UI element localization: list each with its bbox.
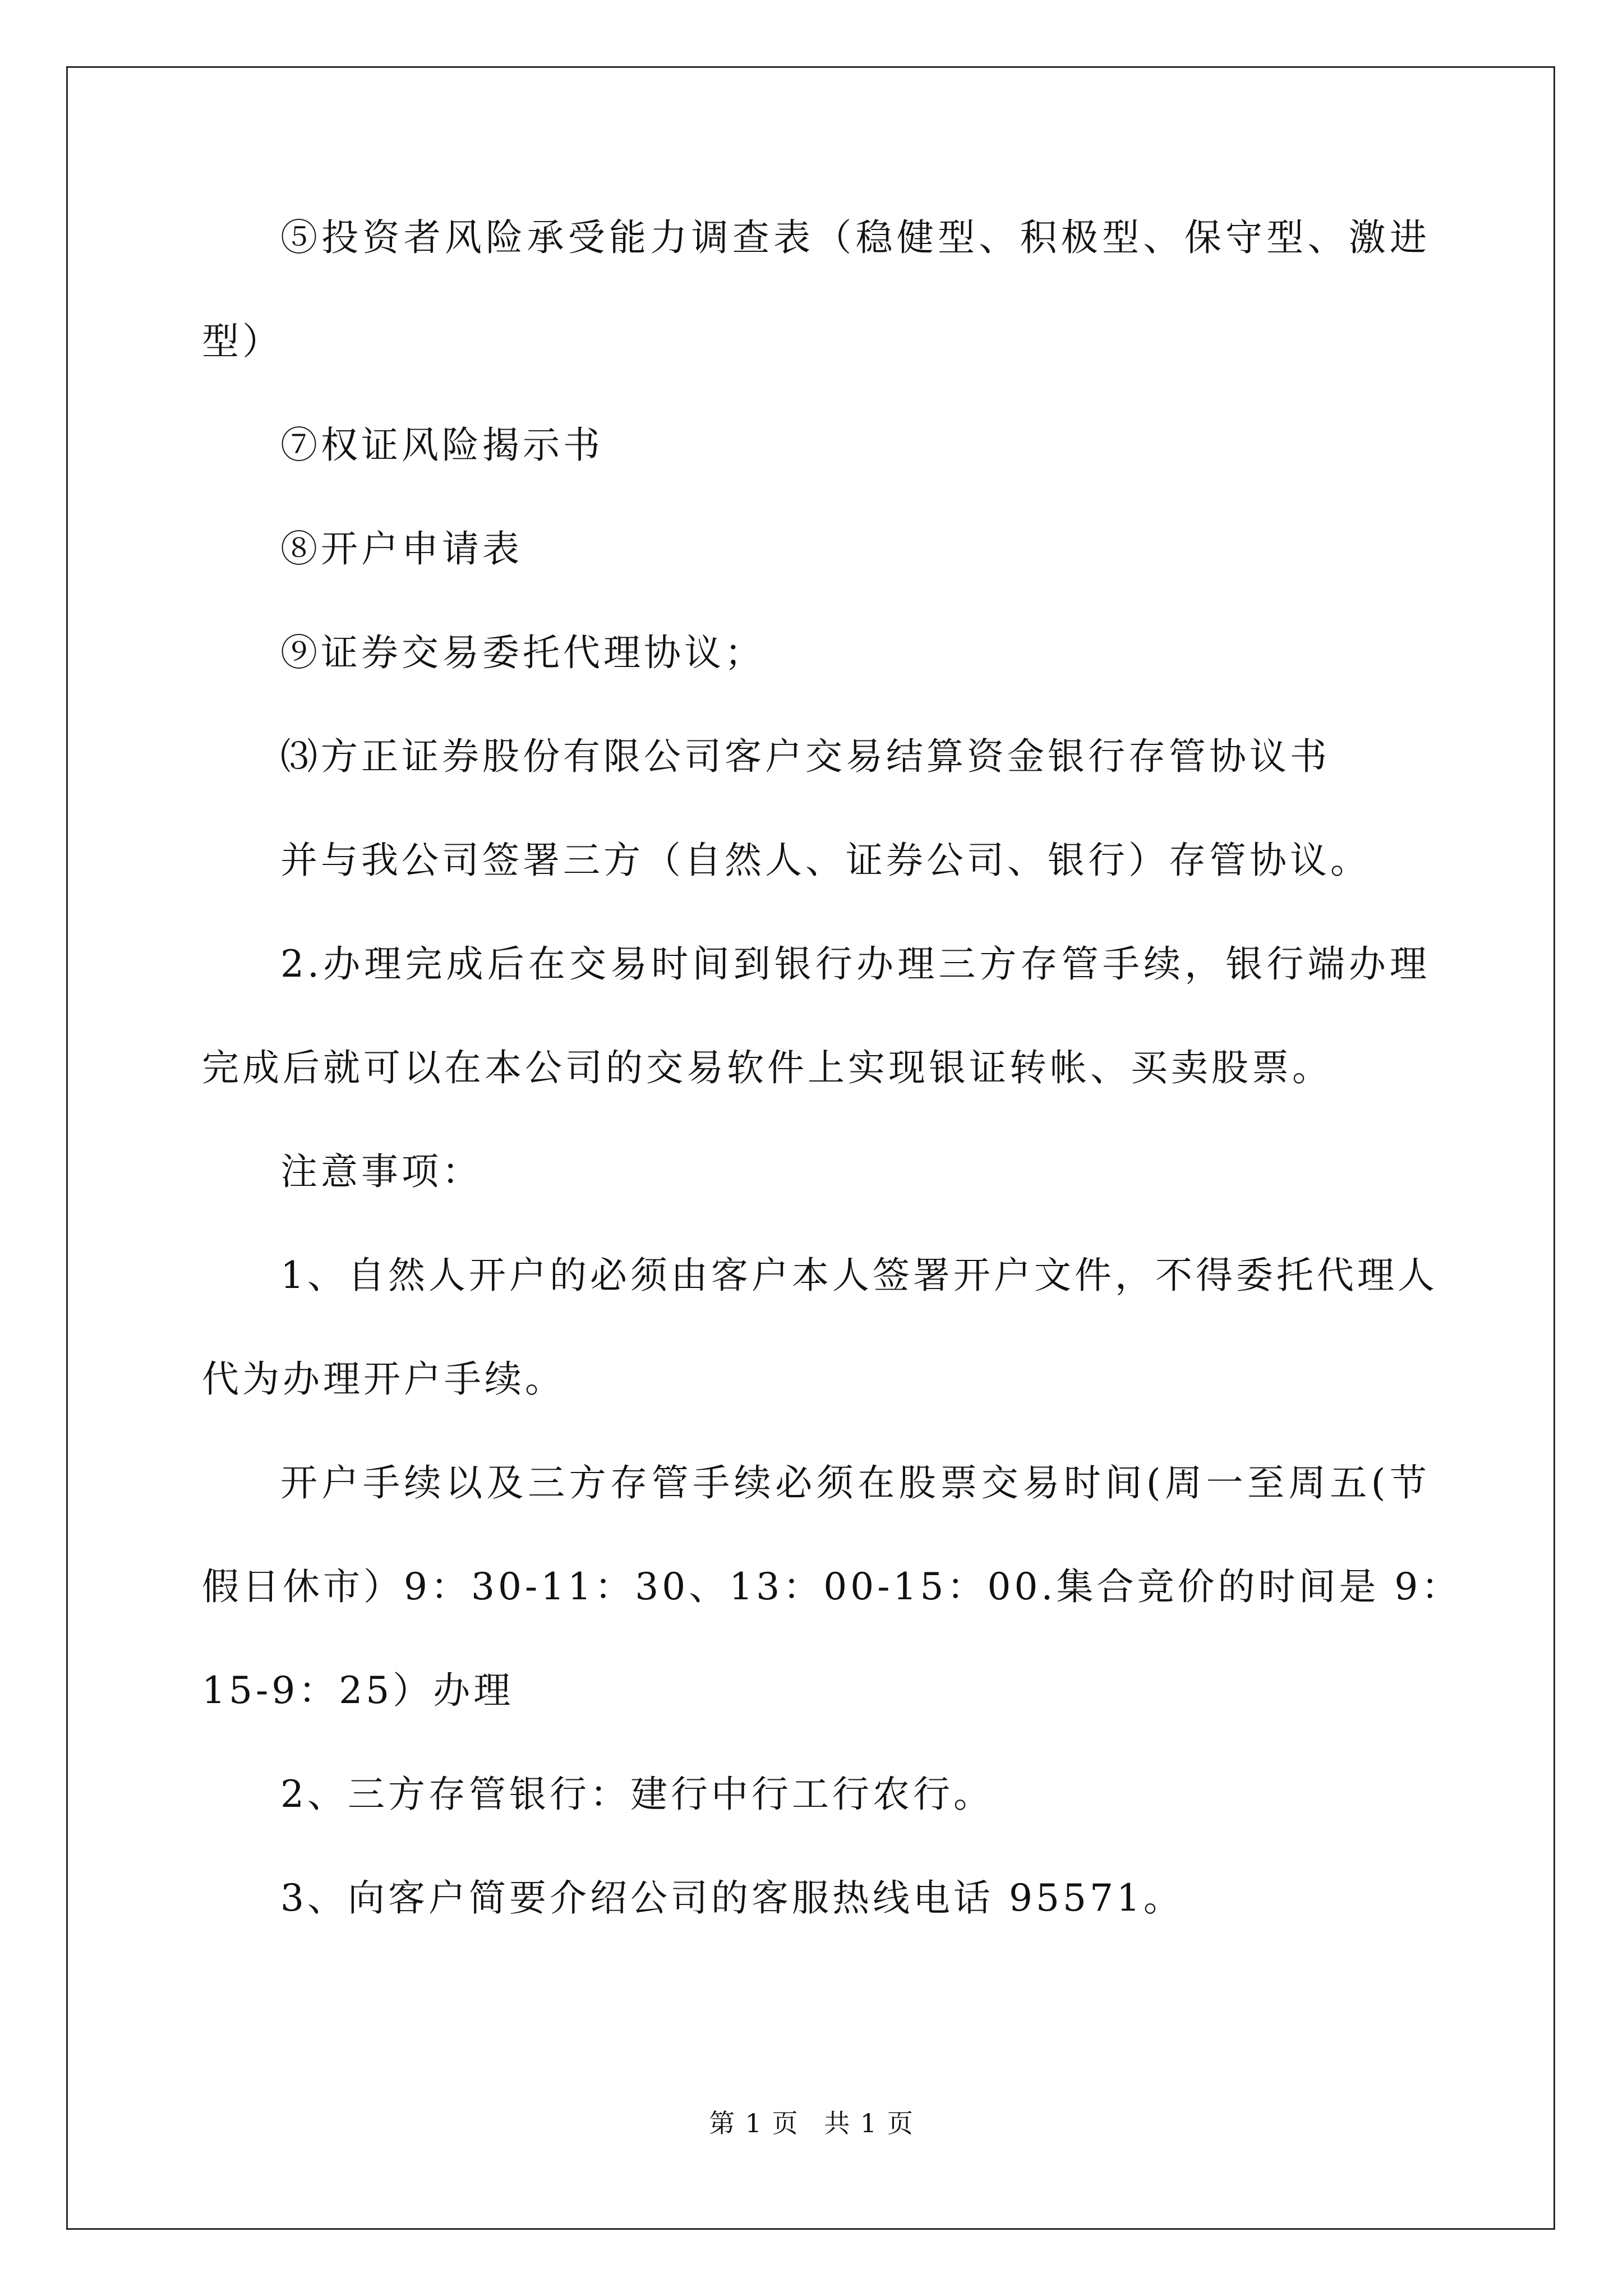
paragraph-line: 15-9：25）办理 xyxy=(202,1669,514,1712)
paragraph-line: 假日休市）9：30-11：30、13：00-15：00.集合竞价的时间是 9： xyxy=(202,1565,1462,1608)
paragraph-line: 并与我公司签署三方（自然人、证券公司、银行）存管协议。 xyxy=(280,839,1371,882)
paragraph-line: 开户手续以及三方存管手续必须在股票交易时间(周一至周五(节 xyxy=(280,1461,1430,1504)
paragraph-line: 2.办理完成后在交易时间到银行办理三方存管手续，银行端办理 xyxy=(280,942,1430,986)
paragraph-line: ⑶方正证券股份有限公司客户交易结算资金银行存管协议书 xyxy=(280,735,1330,778)
paragraph-line: 代为办理开户手续。 xyxy=(202,1358,565,1401)
paragraph-line: 完成后就可以在本公司的交易软件上实现银证转帐、买卖股票。 xyxy=(202,1046,1332,1089)
page-total: 共 1 页 xyxy=(824,2108,914,2138)
paragraph-line: ⑧开户申请表 xyxy=(280,527,523,570)
paragraph-line: ⑨证券交易委托代理协议； xyxy=(280,631,765,674)
page-footer xyxy=(0,2106,1623,2140)
paragraph-line: 1、自然人开户的必须由客户本人签署开户文件，不得委托代理人 xyxy=(280,1254,1438,1297)
section-heading: 注意事项： xyxy=(280,1150,482,1193)
paragraph-line: ⑦权证风险揭示书 xyxy=(280,424,603,467)
paragraph-line: 型） xyxy=(202,320,283,363)
page-number: 第 1 页 xyxy=(709,2108,799,2138)
paragraph-line: 3、向客户简要介绍公司的客服热线电话 95571。 xyxy=(280,1876,1184,1920)
paragraph-line: 2、三方存管银行：建行中行工行农行。 xyxy=(280,1773,994,1816)
paragraph-line: ⑤投资者风险承受能力调查表（稳健型、积极型、保守型、激进 xyxy=(280,216,1430,259)
